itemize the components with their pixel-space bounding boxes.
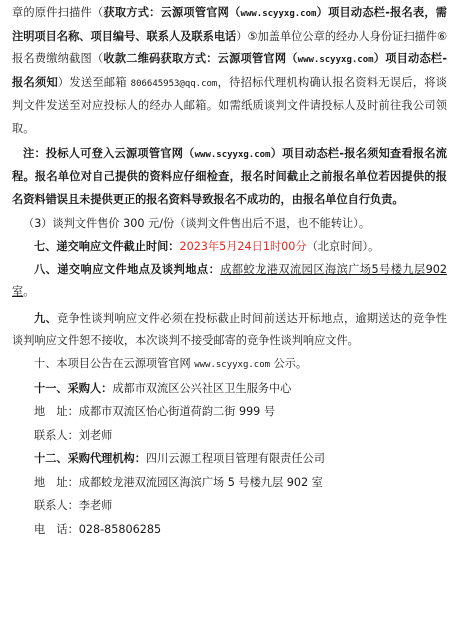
text-segment: ）⑤加盖单位公章的经办人身份证扫描件⑥报名费缴纳截图（ xyxy=(12,29,447,66)
section-8-label: 八、递交响应文件地点及谈判地点： xyxy=(34,262,221,276)
text-segment: 获取方式：云源项管官网（ xyxy=(103,6,241,19)
text-segment: 章的原件扫描件（ xyxy=(12,6,104,19)
website-link[interactable]: www.scyyxg.com xyxy=(194,359,271,370)
note-paragraph xyxy=(12,143,447,212)
section-11-label: 十一、采购人： xyxy=(34,381,113,395)
phone-label: 电 话： xyxy=(34,523,79,537)
section-7-label: 七、递交响应文件截止时间： xyxy=(34,239,180,253)
agency-contact: 李老师 xyxy=(78,499,113,513)
purchaser-address-line xyxy=(12,400,447,424)
text-segment: ）项目动态栏-报名须知 xyxy=(12,52,447,89)
registration-paragraph xyxy=(12,2,447,141)
section-9-label: 九、 xyxy=(34,311,57,325)
address-label: 地 址： xyxy=(34,475,79,489)
website-link[interactable]: www.scyyxg.com xyxy=(297,55,374,66)
text-segment: ）项目动态栏-报名表，需注明项目名称、项目编号、联系人及联系电话 xyxy=(12,6,447,43)
text-segment: ，待招标代理机构确认报名资料无误后，将谈判文件发送至对应投标人的经办人邮箱。如需纸质谈判文件请投标人及时前往我公司领取。 xyxy=(12,75,447,135)
agency-contact-line xyxy=(12,494,447,518)
section-12-label: 十二、采购代理机构： xyxy=(34,452,146,466)
section-12-agency xyxy=(12,447,447,471)
contact-label: 联系人： xyxy=(34,428,79,442)
purchaser-address: 成都市双流区怡心街道荷韵二街 999 号 xyxy=(78,405,276,419)
section-11-purchaser xyxy=(12,377,447,401)
text-segment: 公示。 xyxy=(270,356,308,370)
section-9-rules xyxy=(12,308,447,353)
section-7-deadline xyxy=(12,236,447,259)
address-label: 地 址： xyxy=(34,405,79,419)
purchaser-contact: 刘老师 xyxy=(78,428,113,442)
website-link[interactable]: www.scyyxg.com xyxy=(194,149,271,160)
text-segment: 注：投标人可登入云源项管官网（ xyxy=(23,146,195,160)
text-segment: （北京时间）。 xyxy=(306,239,380,253)
agency-phone-line xyxy=(12,518,447,542)
text-segment: 十、本项目公告在云源项管官网 xyxy=(34,356,195,370)
contact-label: 联系人： xyxy=(34,499,79,513)
purchaser-name: 成都市双流区公兴社区卫生服务中心 xyxy=(112,381,292,395)
agency-name: 四川云源工程项目管理有限责任公司 xyxy=(145,452,325,466)
section-8-location xyxy=(12,259,447,304)
agency-address-line xyxy=(12,471,447,495)
email-link[interactable]: 806645953@qq.com xyxy=(130,78,218,89)
website-link[interactable]: www.scyyxg.com xyxy=(240,9,317,19)
text-segment: ）发送至邮箱 xyxy=(57,75,131,89)
section-10-publicity xyxy=(12,353,447,377)
text-segment: ）项目动态栏-报名须知查看报名流程。报名单位对自己提供的资料应仔细检查，报名时间截止之前报名单位若因提供的报名资料错误且未提供更正的报名资料导致报名不成功的，由报名单位自行负责。 xyxy=(12,146,447,206)
text-segment: 收款二维码获取方式：云源项管官网（ xyxy=(103,52,298,66)
location-address: 成都蛟龙港双流园区海滨广场5号楼九层902室 xyxy=(12,262,447,299)
text-segment: 竞争性谈判响应文件必须在投标截止时间前送达开标地点，逾期送达的竞争性谈判响应文件恕不接收，本次谈判不接受邮寄的竞争性谈判响应文件。 xyxy=(12,311,447,348)
text-segment: 。 xyxy=(23,285,35,299)
deadline-time: 2023年5月24日1时00分 xyxy=(179,239,307,253)
agency-phone: 028-85806285 xyxy=(78,523,162,537)
agency-address: 成都蛟龙港双流园区海滨广场 5 号楼九层 902 室 xyxy=(78,475,323,489)
price-paragraph: （3）谈判文件售价 300 元/份（谈判文件售出后不退，也不能转让）。 xyxy=(23,217,371,231)
purchaser-contact-line xyxy=(12,424,447,448)
